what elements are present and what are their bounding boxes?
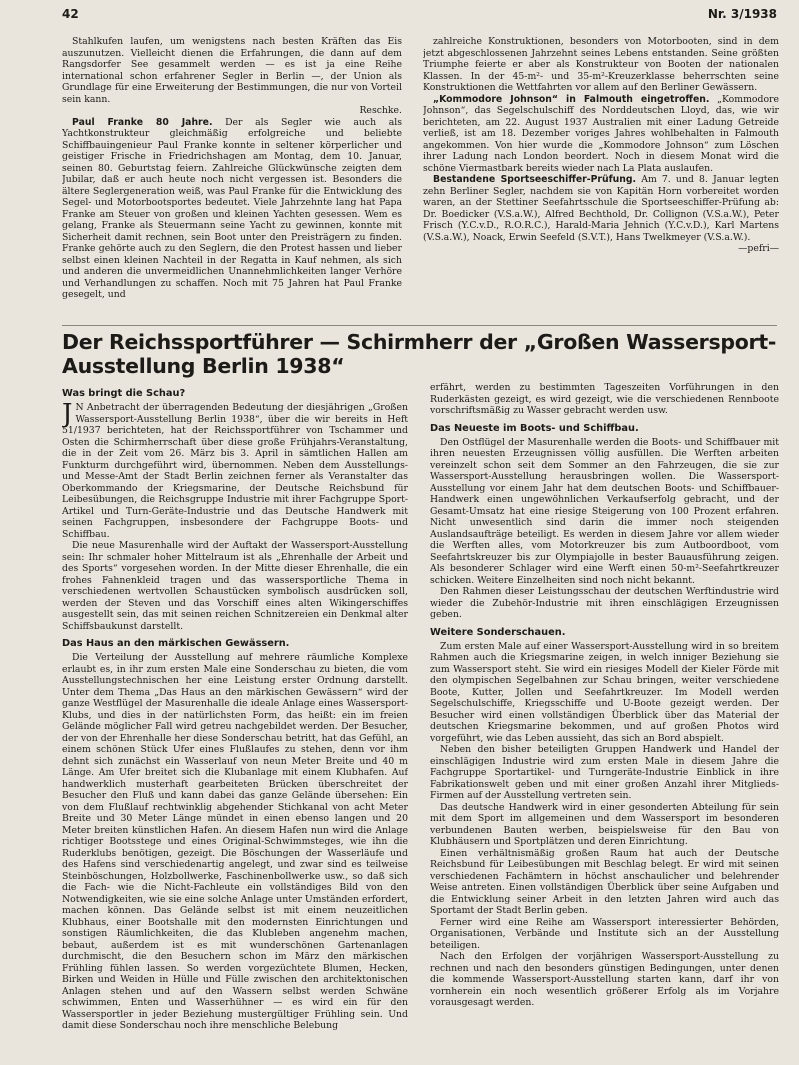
author-signature: —pefri— — [738, 243, 779, 254]
top-left-column — [62, 36, 402, 323]
paragraph — [62, 36, 402, 105]
paragraph — [423, 36, 779, 94]
paragraph-text: Einen verhältnismäßig großen Raum hat auch der Deutsche Reichsbund für Leibesübungen mit Beschlag belegt. Er wird mit seinen verschiedenen Fachämtern in höchst anschaulicher und belehrender Weise antreten. Einen vollständigen Überblick über seine Aufgaben und die Entwicklung seiner Arbeit in den letzten Jahren wird auch das Sportamt der Stadt Berlin geben. — [430, 847, 779, 916]
paragraph — [430, 848, 779, 917]
paragraph-text: Nach den Erfolgen der vorjährigen Wassersport-Ausstellung zu rechnen und nach den besonders günstigen Bedingungen, unter denen die kommende Wassersport-Ausstellung starten kann, darf ihr von vornherein ein noch wesentlich größerer Erfolg als im Vorjahre vorausgesagt werden. — [430, 951, 779, 1008]
article-headline: Der Reichssportführer — Schirmherr der „Großen Wassersport-Ausstellung Berlin 1938“ — [62, 330, 777, 378]
paragraph-text: Die Verteilung der Ausstellung auf mehrere räumliche Komplexe erlaubt es, in ihr zum ersten Male eine Sonderschau zu bieten, die vom Ausstellungstechnischen her eine Leistung erster Ordnung darstellt. Unter dem Thema „Das Haus an den märkischen Gewässern“ wird der ganze Westflügel der Masurenhalle die ideale Anlage eines Wassersport-Klubs, und dies in der natürlichsten Form, das heißt: ein im freien Gelände möglicher Fall wird getreu nachgebildet werden. Der Besucher, der von der Ehrenhalle her diese Sonderschau betritt, hat das Gefühl, an einem schönen Stück Ufer eines Flußlaufes zu stehen, denn vor ihm dehnt sich zunächst ein Wasserlauf von neun Meter Breite und 40 m Länge. Am Ufer breitet sich die Klubanlage mit einem Klubhafen. Auf handwerklich musterhaft gearbeiteten Brücken überschreitet der Besucher den Fluß und kann dabei das ganze Gelände übersehen: Ein von dem Flußlauf rechtwinklig abgehender Stichkanal von acht Meter Breite und 30 Meter Länge mündet in einen ebenso langen und 20 Meter breiten künstlichen Hafen. An diesem Hafen nun wird die Anlage richtiger Bootsstege und eines Original-Schwimmsteges, wie ihn die Ruderklubs benötigen, gezeigt. Die Böschungen der Wasserläufe und des Hafens sind verschiedenartig angelegt, und zwar sind es teilweise Steinböschungen, Holzbollwerke, Faschinenbollwerke usw., so daß sich die Fach- wie die Nicht-Fachleute ein vollständiges Bild von den Notwendigkeiten, wie sie eine solche Anlage unter Umständen erfordert, machen können. Das Gelände selbst ist mit einem neuzeitlichen Klubhaus, einer Bootshalle mit den modernsten Einrichtungen und sonstigen Räumlichkeiten, die das Klubleben angenehm machen, bebaut, außerdem ist es mit wunderschönen Gartenanlagen durchmischt, die den Besuchern schon im März den märkischen Frühling fühlen lassen. So werden vorgezüchtete Blumen, Hecken, Birken und Weiden in Hülle und Fülle zwischen den architektonischen Anlagen stehen und auf den Wassern selbst werden Schwäne schwimmen, Enten und Wasserhühner — es wird ein für den Wassersportler in jeder Beziehung mustergültiger Frühling sein. Und damit diese Sonderschau noch ihre menschliche Belebung — [62, 652, 408, 1031]
paragraph — [62, 540, 408, 632]
paragraph-text: „Kommodore Johnson“, das Segelschulschiff des Norddeutschen Lloyd, das, wie wir berichteten, am 22. August 1937 Australien mit einer Ladung Getreide verließ, ist am 18. Dezember voriges Jahres wohlbehalten in Falmouth angekommen. Von hier wurde die „Kommodore Johnson“ zum Löschen ihrer Ladung nach London beordert. Noch in diesem Monat wird die schöne Viermastbark bereits wieder nach La Plata auslaufen. — [423, 93, 779, 174]
article-left-column — [62, 382, 408, 1062]
paragraph-lead: „Kommodore Johnson“ in Falmouth eingetroffen. — [433, 93, 710, 105]
paragraph — [430, 586, 779, 621]
paragraph-text: Ferner wird eine Reihe am Wassersport interessierter Behörden, Organisationen, Verbände und Institute sich an der Ausstellung beteiligen. — [430, 916, 779, 951]
paragraph-text: Am 7. und 8. Januar legten zehn Berliner Segler, nachdem sie von Kapitän Horn vorbereitet worden waren, an der Stettiner Seefahrtsschule die Sportseeschiffer-Prüfung ab: Dr. Boedicker (V.S.a.W.), Alfred Bechthold, Dr. Collignon (V.S.a.W.), Peter Frisch (Y.C.v.D., R.O.R.C.), Harald-Maria Jehnich (Y.C.v.D.), Karl Martens (V.S.a.W.), Noack, Erwin Seefeld (S.V.T.), Hans Twelkmeyer (V.S.a.W.). — [423, 174, 779, 243]
paragraph — [62, 399, 408, 540]
paragraph-text: Zum ersten Male auf einer Wassersport-Ausstellung wird in so breitem Rahmen auch die Kriegsmarine zeigen, in welch inniger Beziehung sie zum Wassersport steht. Sie wird ein riesiges Modell der Kieler Förde mit den olympischen Segelbahnen zur Schau bringen, weiter verschiedene Boote, Kutter, Jollen und Seefahrtkreuzer. Im Modell werden Segelschulschiffe, Kriegsschiffe und U-Boote gezeigt werden. Der Besucher wird einen vollständigen Überblick über das Material der deutschen Kriegsmarine bekommen, und auf großen Photos wird vorgeführt, wie das Leben aussieht, das sich an Bord abspielt. — [430, 640, 779, 744]
paragraph-text: zahlreiche Konstruktionen, besonders von Motorbooten, sind in dem jetzt abgeschlossenen Jahrzehnt seines Lebens entstanden. Seine größten Triumphe feierte er aber als Konstrukteur von Booten der nationalen Klassen. In der 45-m²- und 35-m²-Kreuzerklasse beherrschten seine Konstruktionen die Wettfahrten vor allem auf den Berliner Gewässern. — [423, 36, 779, 93]
paragraph — [423, 174, 779, 243]
paragraph — [430, 437, 779, 587]
page-number: 42 — [62, 7, 79, 21]
paragraph-text: Die neue Masurenhalle wird der Auftakt der Wassersport-Ausstellung sein: Ihr schmaler hoher Mittelraum ist als „Ehrenhalle der Arbeit und des Sports“ vorgesehen worden. In der Mitte dieser Ehrenhalle, die ein frohes Fahnenkleid tragen und das wassersportliche Thema in verschiedenen wertvollen Schaustücken symbolisch ausdrücken soll, werden der Steven und das Vorschiff eines alten Wikingerschiffes ausgestellt sein, das mit seinen reichen Schnitzereien ein Denkmal alter Schiffsbaukunst darstellt. — [62, 540, 408, 632]
paragraph-text: Stahlkufen laufen, um wenigstens nach besten Kräften das Eis auszunutzen. Vielleicht dienen die Erfahrungen, die dann auf dem Rangsdorfer See gesammelt werden — es ist ja eine Reihe international schon erfahrener Segler in Berlin —, der Union als Grundlage für eine Erweiterung der Bestimmungen, die nur von Vorteil sein kann. — [62, 36, 402, 105]
paragraph-text: Das deutsche Handwerk wird in einer gesonderten Abteilung für sein mit dem Sport im allgemeinen und dem Wassersport im besonderen verbundenen Bauten werben, beispielsweise für den Bau von Klubhäusern und Sportplätzen und deren Einrichtung. — [430, 801, 779, 847]
running-header — [62, 7, 777, 25]
paragraph-text: Den Ostflügel der Masurenhalle werden die Boots- und Schiffbauer mit ihren neuesten Erzeugnissen völlig ausfüllen. Die Werften arbeiten vereinzelt schon seit dem Sommer an den Fahrzeugen, die sie zur Wassersport-Ausstellung herausbringen wollen. Die Wassersport-Ausstellung vor einem Jahr hat dem deutschen Boots- und Schiffbauer-Handwerk einen ungewöhnlichen Verkaufserfolg gebracht, und der Gesamt-Umsatz hat eine riesige Steigerung von 100 Prozent erfahren. Nicht unwesentlich sind darin die immer noch steigenden Auslandsaufträge beteiligt. Es werden in diesem Jahre vor allem wieder die Werften alles, vom Motorkreuzer bis zum Autboordboot, vom Seefahrtskreuzer bis zur Olympiajolle in bester Bauausführung zeigen. Als besonderer Schlager wird eine Werft einen 50-m²-Seefahrtkreuzer schicken. Weitere Einzelheiten sind noch nicht bekannt. — [430, 436, 779, 586]
paragraph-text: Den Rahmen dieser Leistungsschau der deutschen Werftindustrie wird wieder die Zubehör-Industrie mit ihren einschlägigen Erzeugnissen geben. — [430, 586, 779, 620]
paragraph-text: Neben den bisher beteiligten Gruppen Handwerk und Handel der einschlägigen Industrie wird zum ersten Male in diesem Jahre die Fachgruppe Sportartikel- und Turngeräte-Industrie Einblick in ihre Fabrikationswelt geben und mit einer großen Anzahl ihrer Mitglieds-Firmen auf der Ausstellung vertreten sein. — [430, 744, 779, 801]
paragraph — [62, 117, 402, 301]
paragraph-text: erfährt, werden zu bestimmten Tageszeiten Vorführungen in den Ruderkästen gezeigt, es wird gezeigt, wie die verschiedenen Rennboote vorschriftsmäßig zu Wasser gebracht werden usw. — [430, 382, 779, 416]
paragraph-text: N Anbetracht der überragenden Bedeutung der diesjährigen „Großen Wassersport-Ausstellung Berlin 1938“, über die wir bereits in Heft 51/1937 berichteten, hat der Reichssportführer von Tschammer und Osten die Schirmherrschaft über diese große Frühjahrs-Veranstaltung, die in der Zeit vom 26. März bis 3. April in sämtlichen Hallen am Funkturm durchgeführt wird, übernommen. Neben dem Ausstellungs- und Messe-Amt der Stadt Berlin zeichnen ferner als Veranstalter das Oberkommando der Kriegsmarine, der Deutsche Reichsbund für Leibesübungen, die Reichsgruppe Industrie mit ihrer Fachgruppe Sport-Artikel und Turn-Geräte-Industrie und das Deutsche Handwerk mit seinen Fachgruppen, insbesondere der Fachgruppe Boots- und Schiffbau. — [62, 402, 408, 540]
paragraph-text: Der als Segler wie auch als Yachtkonstrukteur gleichmäßig erfolgreiche und beliebte Schiffbauingenieur Paul Franke konnte in seltener körperlicher und geistiger Frische in Friedrichshagen am Montag, dem 10. Januar, seinen 80. Geburtstag feiern. Zahlreiche Glückwünsche zeigten dem Jubilar, daß er auch heute noch nicht vergessen ist. Besonders die ältere Seglergeneration weiß, was Paul Franke für die Entwicklung des Segel- und Motorbootsportes bedeutet. Viele Jahrzehnte lang hat Papa Franke am Steuer von großen und kleinen Yachten gesessen. Wem es gelang, Franke als Steuermann seine Yacht zu gewinnen, konnte mit Sicherheit damit rechnen, sein Boot unter den Preisträgern zu finden. Franke gehörte auch zu den Seglern, die den Protest hassen und lieber selbst einen kleinen Nachteil in der Regatta in Kauf nehmen, als sich und anderen die unvermeidlichen Unannehmlichkeiten langer Verhöre und Verhandlungen zu schaffen. Noch mit 75 Jahren hat Paul Franke gesegelt, und — [62, 116, 402, 300]
paragraph-lead: Paul Franke 80 Jahre. — [72, 116, 213, 128]
paragraph — [430, 951, 779, 1009]
paragraph — [430, 744, 779, 802]
paragraph — [62, 652, 408, 1032]
paragraph — [430, 917, 779, 952]
section-heading: Das Haus an den märkischen Gewässern. — [62, 638, 290, 649]
paragraph — [430, 641, 779, 745]
section-divider — [62, 325, 777, 326]
author-signature: Reschke. — [359, 105, 402, 116]
top-right-column — [423, 36, 779, 323]
paragraph — [430, 802, 779, 848]
section-heading: Was bringt die Schau? — [62, 388, 186, 399]
section-heading: Weitere Sonderschauen. — [430, 626, 566, 638]
article-right-column — [430, 382, 779, 1062]
paragraph — [430, 382, 779, 417]
section-heading: Das Neueste im Boots- und Schiffbau. — [430, 422, 639, 434]
paragraph-lead: Bestandene Sportseeschiffer-Prüfung. — [433, 174, 637, 185]
drop-cap: J — [62, 399, 73, 429]
paragraph — [423, 94, 779, 175]
issue-number: Nr. 3/1938 — [707, 7, 777, 21]
